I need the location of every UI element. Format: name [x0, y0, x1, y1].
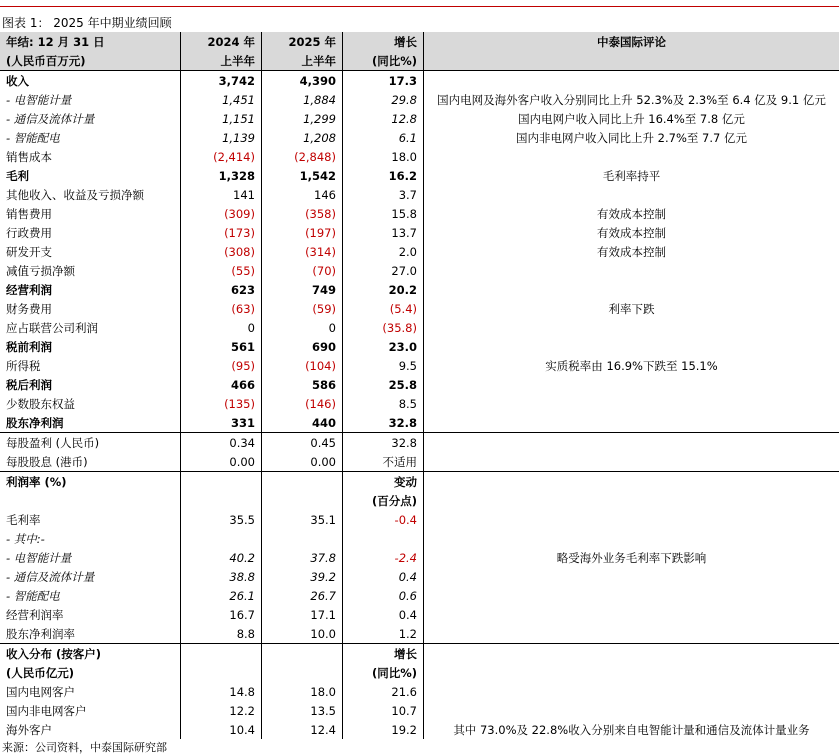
value-growth: 0.6	[343, 586, 424, 605]
value-2024: 40.2	[181, 548, 262, 567]
value-growth: 0.4	[343, 567, 424, 586]
value-growth: 16.2	[343, 166, 424, 185]
row-label: 税前利润	[0, 337, 181, 356]
value-growth: 9.5	[343, 356, 424, 375]
row-comment	[424, 663, 839, 682]
row-comment	[424, 605, 839, 624]
row-comment	[424, 567, 839, 586]
value-2025: 1,542	[262, 166, 343, 185]
row-comment	[424, 682, 839, 701]
row-label: 应占联营公司利润	[0, 318, 181, 337]
value-growth: 15.8	[343, 204, 424, 223]
value-2025: 0	[262, 318, 343, 337]
value-growth: 不适用	[343, 452, 424, 472]
value-2025: (104)	[262, 356, 343, 375]
row-label: - 通信及流体计量	[0, 567, 181, 586]
row-comment	[424, 644, 839, 664]
value-2024: (173)	[181, 223, 262, 242]
row-label	[0, 491, 181, 510]
value-2024: 38.8	[181, 567, 262, 586]
value-growth: 17.3	[343, 71, 424, 91]
value-2025: 12.4	[262, 720, 343, 739]
value-2025: (314)	[262, 242, 343, 261]
value-2024	[181, 663, 262, 682]
row-label: - 智能配电	[0, 586, 181, 605]
value-growth: 2.0	[343, 242, 424, 261]
row-comment: 其中 73.0%及 22.8%收入分别来自电智能计量和通信及流体计量业务	[424, 720, 839, 739]
table-row	[0, 375, 839, 394]
value-2025: 0.45	[262, 433, 343, 453]
row-comment	[424, 337, 839, 356]
value-2024: (95)	[181, 356, 262, 375]
value-2025: 13.5	[262, 701, 343, 720]
row-label: - 通信及流体计量	[0, 109, 181, 128]
table-row	[0, 185, 839, 204]
value-2024: 466	[181, 375, 262, 394]
value-2024	[181, 529, 262, 548]
table-row	[0, 472, 839, 492]
value-2024: (63)	[181, 299, 262, 318]
header-row-1	[0, 32, 839, 51]
value-2025: 37.8	[262, 548, 343, 567]
header-2025: 2025 年	[262, 32, 343, 51]
value-2025: 10.0	[262, 624, 343, 644]
row-comment	[424, 510, 839, 529]
value-growth: 19.2	[343, 720, 424, 739]
value-2024: (308)	[181, 242, 262, 261]
value-2024: (2,414)	[181, 147, 262, 166]
table-row	[0, 318, 839, 337]
header-2024-period: 上半年	[181, 51, 262, 71]
row-comment	[424, 71, 839, 91]
row-label: 经营利润	[0, 280, 181, 299]
value-2024: 10.4	[181, 720, 262, 739]
value-2024: 561	[181, 337, 262, 356]
value-growth: -0.4	[343, 510, 424, 529]
value-2025: (59)	[262, 299, 343, 318]
value-2025: 440	[262, 413, 343, 433]
header-growth: 增长	[343, 32, 424, 51]
row-comment: 国内非电网户收入同比上升 2.7%至 7.7 亿元	[424, 128, 839, 147]
row-label: - 电智能计量	[0, 548, 181, 567]
row-comment: 有效成本控制	[424, 204, 839, 223]
row-label: 研发开支	[0, 242, 181, 261]
header-2024: 2024 年	[181, 32, 262, 51]
value-2025: 1,884	[262, 90, 343, 109]
table-row	[0, 242, 839, 261]
value-2025: (358)	[262, 204, 343, 223]
row-comment	[424, 586, 839, 605]
value-growth: 变动	[343, 472, 424, 492]
value-2025: 4,390	[262, 71, 343, 91]
row-label: 国内非电网客户	[0, 701, 181, 720]
value-growth: 0.4	[343, 605, 424, 624]
row-label: 经营利润率	[0, 605, 181, 624]
value-2025: 1,208	[262, 128, 343, 147]
row-comment	[424, 433, 839, 453]
table-row	[0, 261, 839, 280]
value-growth: 1.2	[343, 624, 424, 644]
value-2024: 26.1	[181, 586, 262, 605]
value-growth: 25.8	[343, 375, 424, 394]
table-row	[0, 663, 839, 682]
table-row	[0, 394, 839, 413]
value-growth: 8.5	[343, 394, 424, 413]
row-label: 国内电网客户	[0, 682, 181, 701]
table-row	[0, 605, 839, 624]
table-row	[0, 567, 839, 586]
row-comment	[424, 413, 839, 433]
value-growth: (百分点)	[343, 491, 424, 510]
row-comment	[424, 375, 839, 394]
row-label: - 智能配电	[0, 128, 181, 147]
row-comment	[424, 147, 839, 166]
row-label: 毛利	[0, 166, 181, 185]
row-label: (人民币亿元)	[0, 663, 181, 682]
value-2024: 8.8	[181, 624, 262, 644]
table-row	[0, 720, 839, 739]
value-growth: (35.8)	[343, 318, 424, 337]
row-comment	[424, 185, 839, 204]
row-comment	[424, 624, 839, 644]
value-2024	[181, 644, 262, 664]
table-row	[0, 71, 839, 91]
header-row-2	[0, 51, 839, 71]
table-row	[0, 452, 839, 472]
row-label: 每股股息 (港币)	[0, 452, 181, 472]
value-2024: (309)	[181, 204, 262, 223]
value-2024: 1,451	[181, 90, 262, 109]
table-row	[0, 624, 839, 644]
row-label: 股东净利润率	[0, 624, 181, 644]
value-growth: 21.6	[343, 682, 424, 701]
value-growth	[343, 529, 424, 548]
table-row	[0, 413, 839, 433]
value-2025: 749	[262, 280, 343, 299]
value-2025: 26.7	[262, 586, 343, 605]
table-row	[0, 701, 839, 720]
row-comment	[424, 261, 839, 280]
row-label: 利润率 (%)	[0, 472, 181, 492]
table-row	[0, 280, 839, 299]
value-2025	[262, 491, 343, 510]
source-note: 来源：公司资料，中泰国际研究部	[2, 739, 167, 755]
table-row	[0, 548, 839, 567]
value-growth: 32.8	[343, 433, 424, 453]
value-2024	[181, 491, 262, 510]
value-growth: -2.4	[343, 548, 424, 567]
table-row	[0, 529, 839, 548]
value-growth: 6.1	[343, 128, 424, 147]
value-2024: 1,139	[181, 128, 262, 147]
results-table	[0, 32, 839, 739]
header-comment-blank	[424, 51, 839, 71]
value-growth: 13.7	[343, 223, 424, 242]
row-label: 行政费用	[0, 223, 181, 242]
figure-caption: 图表 1： 2025 年中期业绩回顾	[2, 14, 172, 31]
row-comment	[424, 280, 839, 299]
table-row	[0, 128, 839, 147]
row-comment: 国内电网户收入同比上升 16.4%至 7.8 亿元	[424, 109, 839, 128]
value-2025: 39.2	[262, 567, 343, 586]
table-row	[0, 682, 839, 701]
table-row	[0, 433, 839, 453]
value-2024: 35.5	[181, 510, 262, 529]
value-2024: 623	[181, 280, 262, 299]
value-2024: (135)	[181, 394, 262, 413]
value-growth: 32.8	[343, 413, 424, 433]
row-label: 税后利润	[0, 375, 181, 394]
table-row	[0, 644, 839, 664]
value-2024: 14.8	[181, 682, 262, 701]
value-growth: 20.2	[343, 280, 424, 299]
value-2024: 0.00	[181, 452, 262, 472]
row-label: 其他收入、收益及亏损净额	[0, 185, 181, 204]
row-comment	[424, 394, 839, 413]
table-row	[0, 510, 839, 529]
row-label: - 电智能计量	[0, 90, 181, 109]
value-growth: 10.7	[343, 701, 424, 720]
value-growth: 18.0	[343, 147, 424, 166]
row-comment	[424, 529, 839, 548]
table-row	[0, 90, 839, 109]
row-label: 收入分布 (按客户)	[0, 644, 181, 664]
row-label: 每股盈利 (人民币)	[0, 433, 181, 453]
header-unit: (人民币百万元)	[0, 51, 181, 71]
value-growth: 12.8	[343, 109, 424, 128]
table-row	[0, 109, 839, 128]
row-label: 销售成本	[0, 147, 181, 166]
row-comment: 国内电网及海外客户收入分别同比上升 52.3%及 2.3%至 6.4 亿及 9.1 亿元	[424, 90, 839, 109]
row-comment: 毛利率持平	[424, 166, 839, 185]
row-comment	[424, 472, 839, 492]
value-growth: 27.0	[343, 261, 424, 280]
value-2025: 586	[262, 375, 343, 394]
table-row	[0, 204, 839, 223]
table-row	[0, 166, 839, 185]
row-comment	[424, 701, 839, 720]
row-comment: 利率下跌	[424, 299, 839, 318]
row-comment	[424, 452, 839, 472]
row-comment: 有效成本控制	[424, 242, 839, 261]
value-2025: 146	[262, 185, 343, 204]
row-label: 毛利率	[0, 510, 181, 529]
header-year-end: 年结: 12 月 31 日	[0, 32, 181, 51]
value-2024: 0	[181, 318, 262, 337]
value-2024: 12.2	[181, 701, 262, 720]
row-label: 股东净利润	[0, 413, 181, 433]
value-2024: 16.7	[181, 605, 262, 624]
row-label: 财务费用	[0, 299, 181, 318]
row-comment	[424, 318, 839, 337]
value-2024: 0.34	[181, 433, 262, 453]
table-row	[0, 491, 839, 510]
table-row	[0, 586, 839, 605]
value-growth: 29.8	[343, 90, 424, 109]
row-comment: 有效成本控制	[424, 223, 839, 242]
row-label: 销售费用	[0, 204, 181, 223]
row-label: 收入	[0, 71, 181, 91]
value-2024: 331	[181, 413, 262, 433]
table-row	[0, 147, 839, 166]
value-growth: (5.4)	[343, 299, 424, 318]
table-row	[0, 356, 839, 375]
row-comment: 实质税率由 16.9%下跌至 15.1%	[424, 356, 839, 375]
value-2024: 3,742	[181, 71, 262, 91]
value-2025: (146)	[262, 394, 343, 413]
value-2025: 18.0	[262, 682, 343, 701]
value-2024: 1,151	[181, 109, 262, 128]
row-label: - 其中:-	[0, 529, 181, 548]
value-2024: 141	[181, 185, 262, 204]
row-label: 所得税	[0, 356, 181, 375]
header-growth-unit: (同比%)	[343, 51, 424, 71]
value-2025	[262, 529, 343, 548]
value-2025: 35.1	[262, 510, 343, 529]
table-row	[0, 337, 839, 356]
value-2025: (70)	[262, 261, 343, 280]
value-growth: 23.0	[343, 337, 424, 356]
row-label: 减值亏损净额	[0, 261, 181, 280]
value-2024	[181, 472, 262, 492]
header-2025-period: 上半年	[262, 51, 343, 71]
value-growth: 3.7	[343, 185, 424, 204]
value-growth: (同比%)	[343, 663, 424, 682]
value-2024: (55)	[181, 261, 262, 280]
value-2025: 0.00	[262, 452, 343, 472]
table-row	[0, 223, 839, 242]
row-comment: 略受海外业务毛利率下跌影响	[424, 548, 839, 567]
value-2025	[262, 644, 343, 664]
value-2025	[262, 663, 343, 682]
row-label: 少数股东权益	[0, 394, 181, 413]
header-comment: 中泰国际评论	[424, 32, 839, 51]
top-divider	[0, 6, 839, 7]
table-row	[0, 299, 839, 318]
value-2024: 1,328	[181, 166, 262, 185]
value-2025: 17.1	[262, 605, 343, 624]
row-label: 海外客户	[0, 720, 181, 739]
row-comment	[424, 491, 839, 510]
value-2025: (2,848)	[262, 147, 343, 166]
value-2025: 690	[262, 337, 343, 356]
value-growth: 增长	[343, 644, 424, 664]
value-2025: (197)	[262, 223, 343, 242]
value-2025	[262, 472, 343, 492]
value-2025: 1,299	[262, 109, 343, 128]
